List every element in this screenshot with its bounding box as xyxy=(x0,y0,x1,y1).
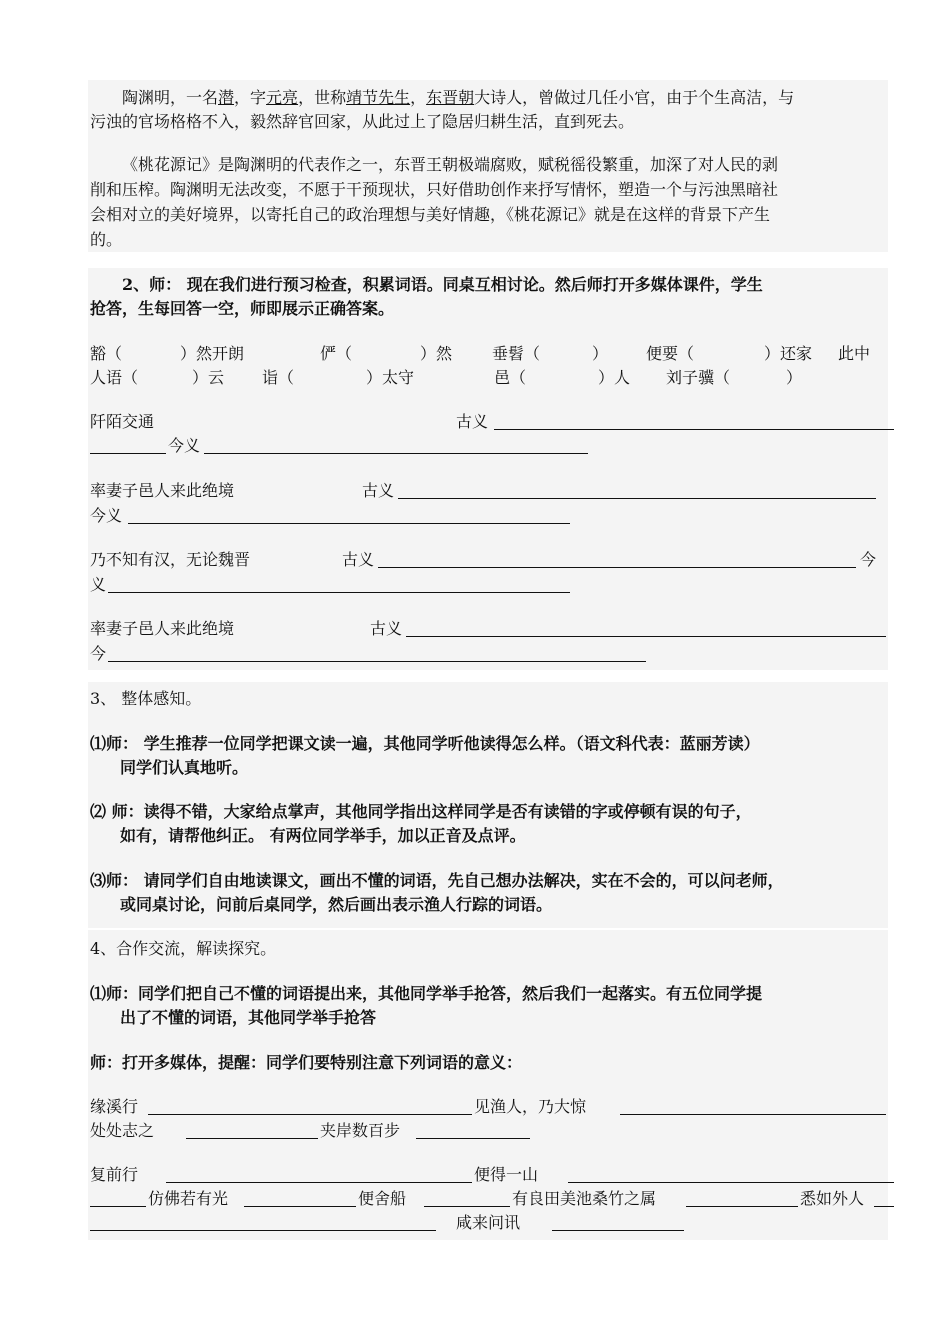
row2-gu: 古义 xyxy=(362,481,395,500)
row4-gu: 古义 xyxy=(370,619,403,638)
vocab-2-blank[interactable] xyxy=(620,1099,886,1115)
text: ，世称 xyxy=(298,88,347,107)
text: 陶渊明，一名 xyxy=(122,88,219,107)
row3-jin-blank[interactable] xyxy=(108,577,570,593)
row3-phrase: 乃不知有汉，无论魏晋 xyxy=(90,550,251,569)
section3-item3-line2: 或同桌讨论，问前后桌同学，然后画出表示渔人行踪的词语。 xyxy=(120,895,553,914)
shade-band-section2 xyxy=(88,268,888,670)
link-jingjie: 靖节先生 xyxy=(346,88,411,107)
row1-jin-lead-blank[interactable] xyxy=(90,438,166,454)
row2-phrase: 率妻子邑人来此绝境 xyxy=(90,481,235,500)
vocab-4: 夹岸数百步 xyxy=(320,1121,401,1140)
row4-jin: 今 xyxy=(90,644,107,663)
intro-p1-line2: 污浊的官场格格不入，毅然辞官回家，从此过上了隐居归耕生活，直到死去。 xyxy=(90,112,635,131)
vocab-10: 悉如外人 xyxy=(800,1189,865,1208)
section3-item3-line1: ⑶师： 请同学们自由地读课文，画出不懂的词语，先自己想办法解决，实在不会的，可以问老师， xyxy=(90,871,784,890)
vocab-6-blank[interactable] xyxy=(568,1167,894,1183)
vocab-9-blank[interactable] xyxy=(686,1191,798,1207)
pron-4b: ）还家 xyxy=(764,344,813,363)
pron-9b: ） xyxy=(786,368,803,387)
section3-item2-line1: ⑵ 师：读得不错，大家给点掌声，其他同学指出这样同学是否有读错的字或停顿有误的句子， xyxy=(90,802,752,821)
pron-2a: 俨（ xyxy=(320,344,353,363)
vocab-5-blank[interactable] xyxy=(166,1167,472,1183)
row1-jin: 今义 xyxy=(168,436,201,455)
vocab-9: 有良田美池桑竹之属 xyxy=(512,1189,657,1208)
vocab-7: 仿佛若有光 xyxy=(148,1189,229,1208)
vocab-7-blank[interactable] xyxy=(244,1191,356,1207)
text: ，字 xyxy=(234,88,267,107)
pron-3a: 垂髫（ xyxy=(492,344,541,363)
pron-1a: 豁（ xyxy=(90,344,123,363)
vocab-2: 见渔人，乃大惊 xyxy=(474,1097,587,1116)
row2-jin-blank[interactable] xyxy=(128,508,570,524)
pron-9a: 刘子骥（ xyxy=(666,368,731,387)
link-qian: 潜 xyxy=(218,88,235,107)
section3-item1-line1: ⑴师： 学生推荐一位同学把课文读一遍，其他同学听他读得怎么样。（语文科代表：蓝丽芳读） xyxy=(90,734,760,753)
text: ， xyxy=(410,88,427,107)
intro-p2-line1: 《桃花源记》是陶渊明的代表作之一，东晋王朝极端腐败，赋税徭役繁重，加深了对人民的剥 xyxy=(122,155,779,174)
section3-item1-line2: 同学们认真地听。 xyxy=(120,758,249,777)
section4-item1-line2: 出了不懂的词语，其他同学举手抢答 xyxy=(120,1008,377,1027)
vocab-11-blank[interactable] xyxy=(552,1215,684,1231)
vocab-5: 复前行 xyxy=(90,1165,139,1184)
pron-2b: ）然 xyxy=(420,344,453,363)
row1-phrase: 阡陌交通 xyxy=(90,412,155,431)
pron-6b: ）云 xyxy=(192,368,225,387)
row3-jin-b: 义 xyxy=(90,575,107,594)
text: 大诗人，曾做过几任小官，由于个生高洁，与 xyxy=(474,88,795,107)
row4-jin-blank[interactable] xyxy=(108,646,646,662)
section3-title: 3、 整体感知。 xyxy=(90,689,202,708)
row3-gu: 古义 xyxy=(342,550,375,569)
row1-jin-blank[interactable] xyxy=(204,438,588,454)
vocab-3-blank[interactable] xyxy=(186,1123,318,1139)
intro-p1-line1 xyxy=(122,87,794,109)
section3-item2-line2: 如有，请帮他纠正。 有两位同学举手，加以正音及点评。 xyxy=(120,826,526,845)
row4-gu-blank[interactable] xyxy=(406,621,886,637)
row2-jin: 今义 xyxy=(90,506,123,525)
vocab-3: 处处志之 xyxy=(90,1121,155,1140)
vocab-6: 便得一山 xyxy=(474,1165,539,1184)
section4-title: 4、合作交流，解读探究。 xyxy=(90,939,277,958)
vocab-10-tail-blank[interactable] xyxy=(874,1191,894,1207)
row3-jin-a: 今 xyxy=(860,550,877,569)
vocab-10-blank[interactable] xyxy=(90,1215,436,1231)
vocab-7-lead-blank[interactable] xyxy=(90,1191,146,1207)
pron-6a: 人语（ xyxy=(90,368,139,387)
vocab-1-blank[interactable] xyxy=(148,1099,472,1115)
vocab-11: 咸来问讯 xyxy=(456,1213,521,1232)
section2-line1: 2、师： 现在我们进行预习检查，积累词语。同桌互相讨论。然后师打开多媒体课件，学生 xyxy=(122,275,763,294)
link-yuanliang: 元亮 xyxy=(266,88,299,107)
intro-p2-line2: 削和压榨。陶渊明无法改变，不愿于干预现状，只好借助创作来抒写情怀，塑造一个与污浊黑暗社 xyxy=(90,180,779,199)
section4-teacher-note: 师：打开多媒体，提醒：同学们要特别注意下列词语的意义： xyxy=(90,1053,523,1072)
pron-3b: ） xyxy=(592,344,609,363)
pron-4a: 便要（ xyxy=(646,344,695,363)
link-dongjin: 东晋朝 xyxy=(426,88,475,107)
vocab-8: 便舍船 xyxy=(358,1189,407,1208)
intro-p2-line3: 会相对立的美好境界，以寄托自己的政治理想与美好情趣，《桃花源记》就是在这样的背景下产生 xyxy=(90,205,771,224)
pron-1b: ）然开朗 xyxy=(180,344,245,363)
pron-8b: ）人 xyxy=(598,368,631,387)
pron-5a: 此中 xyxy=(838,344,871,363)
section4-item1-line1: ⑴师：同学们把自己不懂的词语提出来，其他同学举手抢答，然后我们一起落实。有五位同学提 xyxy=(90,984,763,1003)
section2-line2: 抢答，生每回答一空，师即展示正确答案。 xyxy=(90,299,395,318)
intro-p2-line4: 的。 xyxy=(90,230,123,249)
row3-gu-blank[interactable] xyxy=(378,552,856,568)
vocab-8-blank[interactable] xyxy=(424,1191,510,1207)
pron-7a: 诣（ xyxy=(262,368,295,387)
row1-gu: 古义 xyxy=(456,412,489,431)
pron-7b: ）太守 xyxy=(366,368,415,387)
row4-phrase: 率妻子邑人来此绝境 xyxy=(90,619,235,638)
row2-gu-blank[interactable] xyxy=(398,483,876,499)
row1-gu-blank[interactable] xyxy=(494,414,894,430)
vocab-4-blank[interactable] xyxy=(416,1123,530,1139)
vocab-1: 缘溪行 xyxy=(90,1097,139,1116)
pron-8a: 邑（ xyxy=(494,368,527,387)
